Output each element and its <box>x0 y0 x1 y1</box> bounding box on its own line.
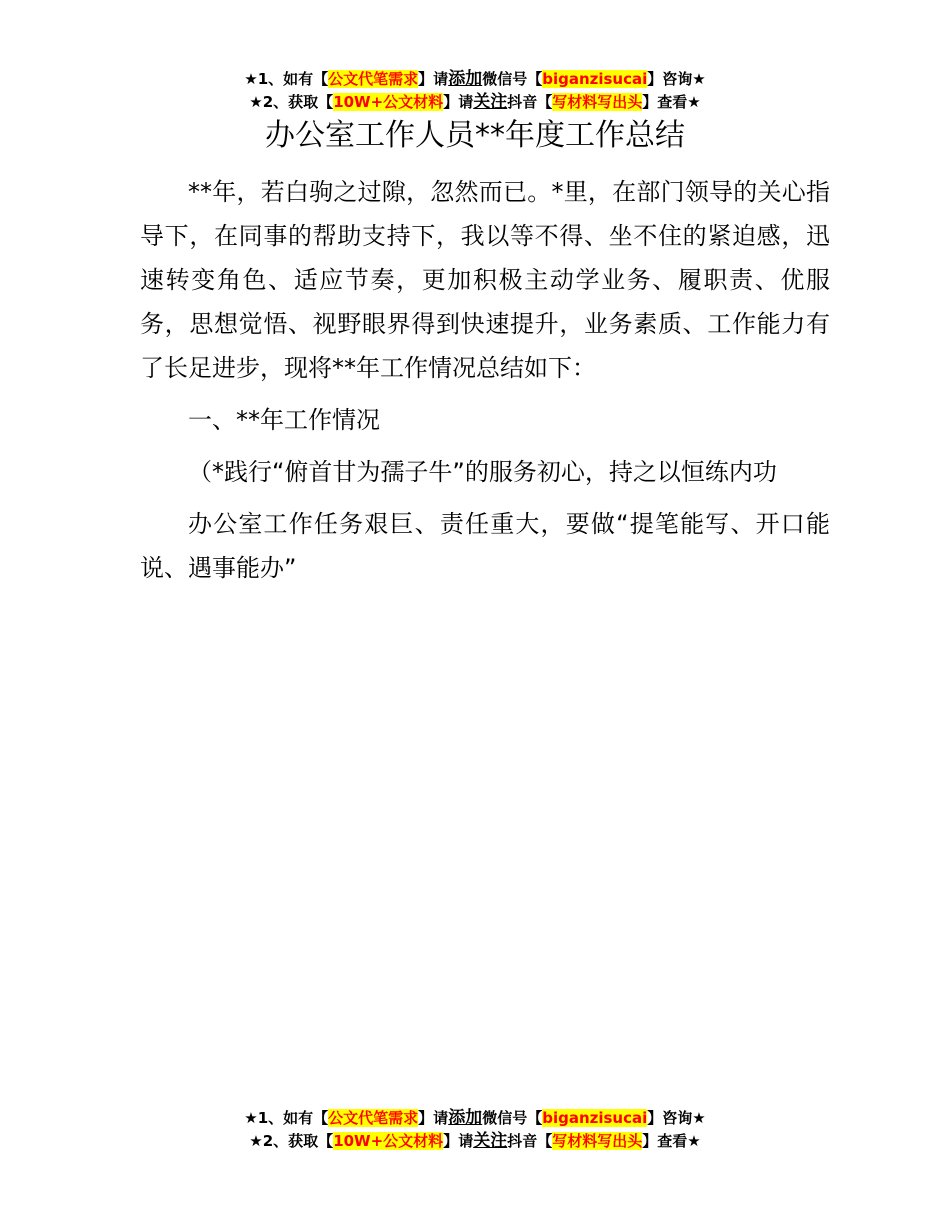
ad-text: ★2、获取【 <box>249 93 334 111</box>
ad-highlight-service: 公文代笔需求 <box>328 70 419 88</box>
bottom-ad-banner <box>0 1107 950 1153</box>
paragraph-body: 办公室工作任务艰巨、责任重大，要做“提笔能写、开口能说、遇事能办” <box>140 510 830 582</box>
ad-text: 抖音【 <box>507 93 553 111</box>
ad-text: ★1、如有【 <box>244 70 329 88</box>
ad-text: 】查看★ <box>642 93 701 111</box>
ad-text: 抖音【 <box>507 1132 553 1150</box>
ad-text: 】请 <box>443 1132 474 1150</box>
ad-highlight-materials: 10W+公文材料 <box>333 1132 444 1150</box>
ad-highlight-service: 公文代笔需求 <box>328 1109 419 1127</box>
ad-text: 】咨询★ <box>647 1109 706 1127</box>
heading-section-1: 一、**年工作情况 <box>188 406 380 434</box>
ad-text: 】咨询★ <box>647 70 706 88</box>
ad-text: ★2、获取【 <box>249 1132 334 1150</box>
ad-line-2 <box>0 1130 950 1153</box>
ad-text: 】请 <box>418 1109 449 1127</box>
ad-highlight-douyin: 写材料写出头 <box>552 93 643 111</box>
ad-text: ★1、如有【 <box>244 1109 329 1127</box>
document-title: 办公室工作人员**年度工作总结 <box>265 118 685 153</box>
ad-emphasis: 关注 <box>473 92 508 112</box>
ad-text: 微信号【 <box>482 70 543 88</box>
ad-text: 】查看★ <box>642 1132 701 1150</box>
subheading-1: （*践行“俯首甘为孺子牛”的服务初心，持之以恒练内功 <box>188 458 777 486</box>
ad-emphasis: 添加 <box>448 69 483 89</box>
ad-highlight-materials: 10W+公文材料 <box>333 93 444 111</box>
top-ad-banner <box>0 68 950 114</box>
ad-text: 微信号【 <box>482 1109 543 1127</box>
ad-emphasis: 添加 <box>448 1108 483 1128</box>
ad-line-2 <box>0 91 950 114</box>
ad-emphasis: 关注 <box>473 1131 508 1151</box>
paragraph-intro: **年，若白驹之过隙，忽然而已。*里，在部门领导的关心指导下，在同事的帮助支持下，我以等不得、坐不住的紧迫感，迅速转变角色、适应节奏，更加积极主动学业务、履职责、优服务，思想觉悟、视野眼界得到快速提升，业务素质、工作能力有了长足进步，现将**年工作情况总结如下： <box>140 178 830 382</box>
ad-text: 】请 <box>443 93 474 111</box>
ad-highlight-wechat-id: biganzisucai <box>542 70 648 88</box>
ad-line-1 <box>0 1107 950 1130</box>
ad-highlight-wechat-id: biganzisucai <box>542 1109 648 1127</box>
ad-line-1 <box>0 68 950 91</box>
document-body <box>140 170 830 598</box>
ad-text: 】请 <box>418 70 449 88</box>
ad-highlight-douyin: 写材料写出头 <box>552 1132 643 1150</box>
